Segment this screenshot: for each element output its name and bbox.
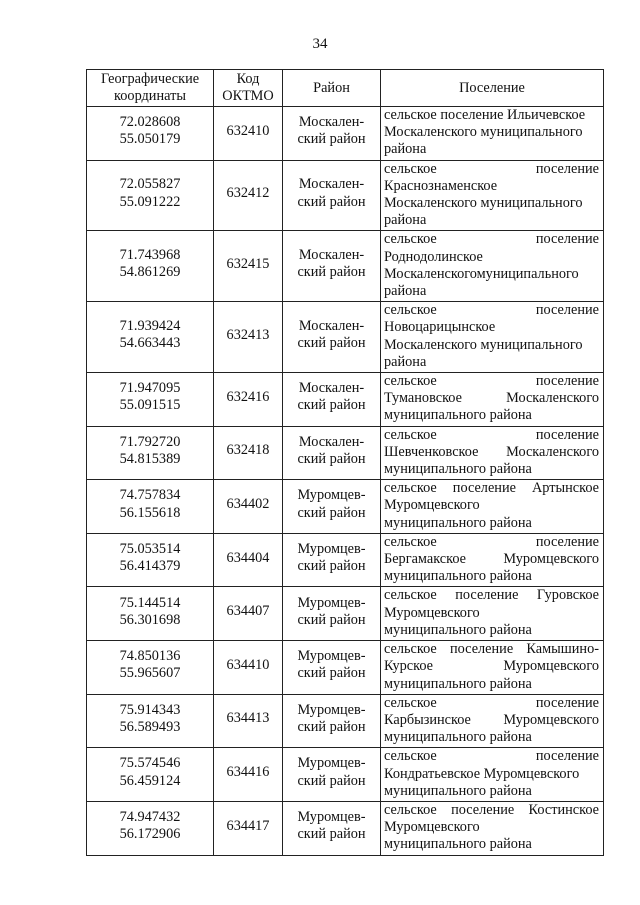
oktmo-code-cell: 632418	[214, 426, 283, 480]
district-cell	[283, 426, 381, 480]
settlement-line: муниципального района	[384, 568, 532, 585]
coordinates-cell	[87, 587, 214, 641]
district-line: ский район	[297, 611, 366, 628]
coordinates-cell	[87, 748, 214, 802]
district-cell	[283, 373, 381, 427]
settlement-cell	[381, 641, 604, 695]
district-line: ский район	[297, 450, 366, 467]
settlement-line: муниципального района	[384, 729, 532, 746]
district-line: ский район	[297, 264, 366, 281]
district-line: Муромцев-	[297, 594, 366, 611]
table-row	[87, 694, 604, 748]
settlement-line: сельское поселение	[384, 533, 599, 550]
longitude-value: 75.574546	[119, 755, 181, 772]
district-cell	[283, 107, 381, 161]
district-line: Муромцев-	[297, 487, 366, 504]
settlement-cell	[381, 694, 604, 748]
district-line: Москален-	[298, 176, 365, 193]
longitude-value: 71.792720	[119, 433, 181, 450]
district-line: ский район	[297, 826, 366, 843]
header-district: Район	[283, 70, 381, 107]
latitude-value: 54.861269	[119, 264, 181, 281]
oktmo-code-cell: 634410	[214, 641, 283, 695]
longitude-value: 72.055827	[119, 176, 181, 193]
coordinates-cell	[87, 480, 214, 534]
table-row	[87, 801, 604, 855]
settlement-line: Москаленского муниципального	[384, 124, 583, 141]
longitude-value: 75.053514	[119, 540, 181, 557]
table-row	[87, 107, 604, 161]
district-cell	[283, 231, 381, 302]
coordinates-cell	[87, 694, 214, 748]
settlement-cell	[381, 801, 604, 855]
header-code-line-1: Код	[236, 71, 260, 87]
coordinates-cell	[87, 231, 214, 302]
settlement-line: муниципального района	[384, 407, 532, 424]
latitude-value: 54.815389	[119, 450, 181, 467]
oktmo-code-cell: 634407	[214, 587, 283, 641]
coordinates-cell	[87, 801, 214, 855]
settlement-line: сельское поселение Артынское	[384, 480, 599, 497]
table-row	[87, 587, 604, 641]
table-row	[87, 373, 604, 427]
settlement-line: муниципального района	[384, 514, 532, 531]
settlements-table	[86, 69, 604, 856]
longitude-value: 72.028608	[119, 114, 181, 131]
header-code-line-2: ОКТМО	[222, 88, 274, 104]
settlement-line: сельское поселение	[384, 231, 599, 248]
settlement-cell	[381, 480, 604, 534]
header-coordinates-line-2: координаты	[114, 88, 186, 104]
settlement-cell	[381, 748, 604, 802]
district-line: ский район	[297, 504, 366, 521]
oktmo-code-cell: 634404	[214, 533, 283, 587]
settlement-line: сельское поселение	[384, 694, 599, 711]
settlement-line: Новоцарицынское	[384, 319, 496, 336]
settlement-line: Тумановское Москаленского	[384, 390, 599, 407]
district-line: Муромцев-	[297, 540, 366, 557]
longitude-value: 74.757834	[119, 487, 181, 504]
page-number: 34	[312, 36, 328, 52]
settlement-line: Роднодолинское	[384, 248, 483, 265]
settlement-line: района	[384, 212, 427, 229]
table-row	[87, 748, 604, 802]
table-body	[87, 107, 604, 856]
district-line: ский район	[297, 558, 366, 575]
settlement-line: сельское поселение Гуровское	[384, 587, 599, 604]
district-line: Москален-	[298, 317, 365, 334]
settlement-line: сельское поселение Ильичевское	[384, 107, 586, 123]
settlement-line: Муромцевского	[384, 819, 480, 836]
district-cell	[283, 801, 381, 855]
settlement-line: муниципального района	[384, 782, 532, 799]
latitude-value: 55.965607	[119, 665, 181, 682]
district-cell	[283, 641, 381, 695]
oktmo-code-cell: 634417	[214, 801, 283, 855]
settlement-line: района	[384, 141, 427, 158]
settlement-cell	[381, 302, 604, 373]
table-row	[87, 480, 604, 534]
district-line: Москален-	[298, 433, 365, 450]
settlement-line: муниципального района	[384, 836, 532, 853]
district-line: ский район	[297, 397, 366, 414]
coordinates-cell	[87, 373, 214, 427]
latitude-value: 55.091222	[119, 193, 181, 210]
district-line: Муромцев-	[297, 701, 366, 718]
district-cell	[283, 587, 381, 641]
oktmo-code-cell: 632415	[214, 231, 283, 302]
district-line: ский район	[297, 665, 366, 682]
longitude-value: 74.947432	[119, 809, 181, 826]
oktmo-code-cell: 632413	[214, 302, 283, 373]
latitude-value: 56.459124	[119, 772, 181, 789]
settlement-line: Москаленского муниципального	[384, 336, 583, 353]
district-line: ский район	[297, 772, 366, 789]
oktmo-code-cell: 632412	[214, 160, 283, 231]
district-line: Москален-	[298, 114, 365, 131]
settlement-line: Краснознаменское	[384, 177, 498, 194]
header-coordinates	[87, 70, 214, 107]
longitude-value: 71.939424	[119, 317, 181, 334]
coordinates-cell	[87, 160, 214, 231]
settlement-line: Шевченковское Москаленского	[384, 443, 599, 460]
settlement-line: сельское поселение Камышино-	[384, 641, 599, 658]
district-line: ский район	[297, 193, 366, 210]
settlement-line: района	[384, 283, 427, 300]
latitude-value: 56.589493	[119, 719, 181, 735]
settlement-line: муниципального района	[384, 621, 532, 638]
settlement-line: муниципального района	[384, 461, 532, 478]
settlement-line: Муромцевского	[384, 497, 480, 514]
settlement-cell	[381, 107, 604, 161]
district-cell	[283, 694, 381, 748]
latitude-value: 56.172906	[119, 826, 181, 843]
district-line: Муромцев-	[297, 809, 366, 826]
district-line: ский район	[297, 131, 366, 148]
settlement-line: района	[384, 353, 427, 370]
table-row	[87, 641, 604, 695]
settlement-cell	[381, 426, 604, 480]
table-row	[87, 302, 604, 373]
settlement-cell	[381, 160, 604, 231]
district-cell	[283, 533, 381, 587]
longitude-value: 71.743968	[119, 247, 181, 264]
oktmo-code-cell: 632416	[214, 373, 283, 427]
settlement-cell	[381, 231, 604, 302]
latitude-value: 55.050179	[119, 131, 181, 148]
coordinates-cell	[87, 533, 214, 587]
oktmo-code-cell: 634413	[214, 694, 283, 748]
table-header-row	[87, 70, 604, 107]
table-row	[87, 533, 604, 587]
settlement-line: сельское поселение	[384, 748, 599, 765]
longitude-value: 74.850136	[119, 648, 181, 665]
district-line: Муромцев-	[297, 755, 366, 772]
table-row	[87, 231, 604, 302]
settlement-line: сельское поселение	[384, 160, 599, 177]
settlement-cell	[381, 587, 604, 641]
header-settlement: Поселение	[381, 70, 604, 107]
settlement-line: Курское Муромцевского	[384, 658, 599, 675]
latitude-value: 56.155618	[119, 504, 181, 521]
district-cell	[283, 302, 381, 373]
table-row	[87, 160, 604, 231]
district-line: Муромцев-	[297, 648, 366, 665]
longitude-value: 75.144514	[119, 594, 181, 611]
table-row	[87, 426, 604, 480]
settlement-line: сельское поселение	[384, 426, 599, 443]
latitude-value: 56.414379	[119, 558, 181, 575]
latitude-value: 55.091515	[119, 397, 181, 414]
settlement-line: муниципального района	[384, 675, 532, 692]
header-code	[214, 70, 283, 107]
settlement-line: Москаленскогомуниципального	[384, 265, 579, 282]
settlement-line: сельское поселение	[384, 302, 599, 319]
settlement-line: Карбызинское Муромцевского	[384, 711, 599, 728]
coordinates-cell	[87, 302, 214, 373]
oktmo-code-cell: 632410	[214, 107, 283, 161]
district-line: ский район	[297, 335, 366, 352]
settlement-line: сельское поселение Костинское	[384, 801, 599, 818]
coordinates-cell	[87, 107, 214, 161]
coordinates-cell	[87, 426, 214, 480]
district-cell	[283, 748, 381, 802]
district-line: ский район	[297, 719, 366, 735]
settlement-line: Муромцевского	[384, 604, 480, 621]
district-cell	[283, 480, 381, 534]
settlement-line: сельское поселение	[384, 373, 599, 390]
district-line: Москален-	[298, 380, 365, 397]
latitude-value: 56.301698	[119, 611, 181, 628]
oktmo-code-cell: 634402	[214, 480, 283, 534]
settlement-line: Бергамакское Муромцевского	[384, 551, 599, 568]
longitude-value: 71.947095	[119, 380, 181, 397]
coordinates-cell	[87, 641, 214, 695]
district-cell	[283, 160, 381, 231]
settlement-cell	[381, 373, 604, 427]
settlement-cell	[381, 533, 604, 587]
header-coordinates-line-1: Географические	[100, 71, 200, 87]
longitude-value: 75.914343	[119, 701, 181, 718]
latitude-value: 54.663443	[119, 335, 181, 352]
settlement-line: Кондратьевское Муромцевского	[384, 765, 580, 782]
district-line: Москален-	[298, 247, 365, 264]
oktmo-code-cell: 634416	[214, 748, 283, 802]
settlement-line: Москаленского муниципального	[384, 195, 583, 212]
